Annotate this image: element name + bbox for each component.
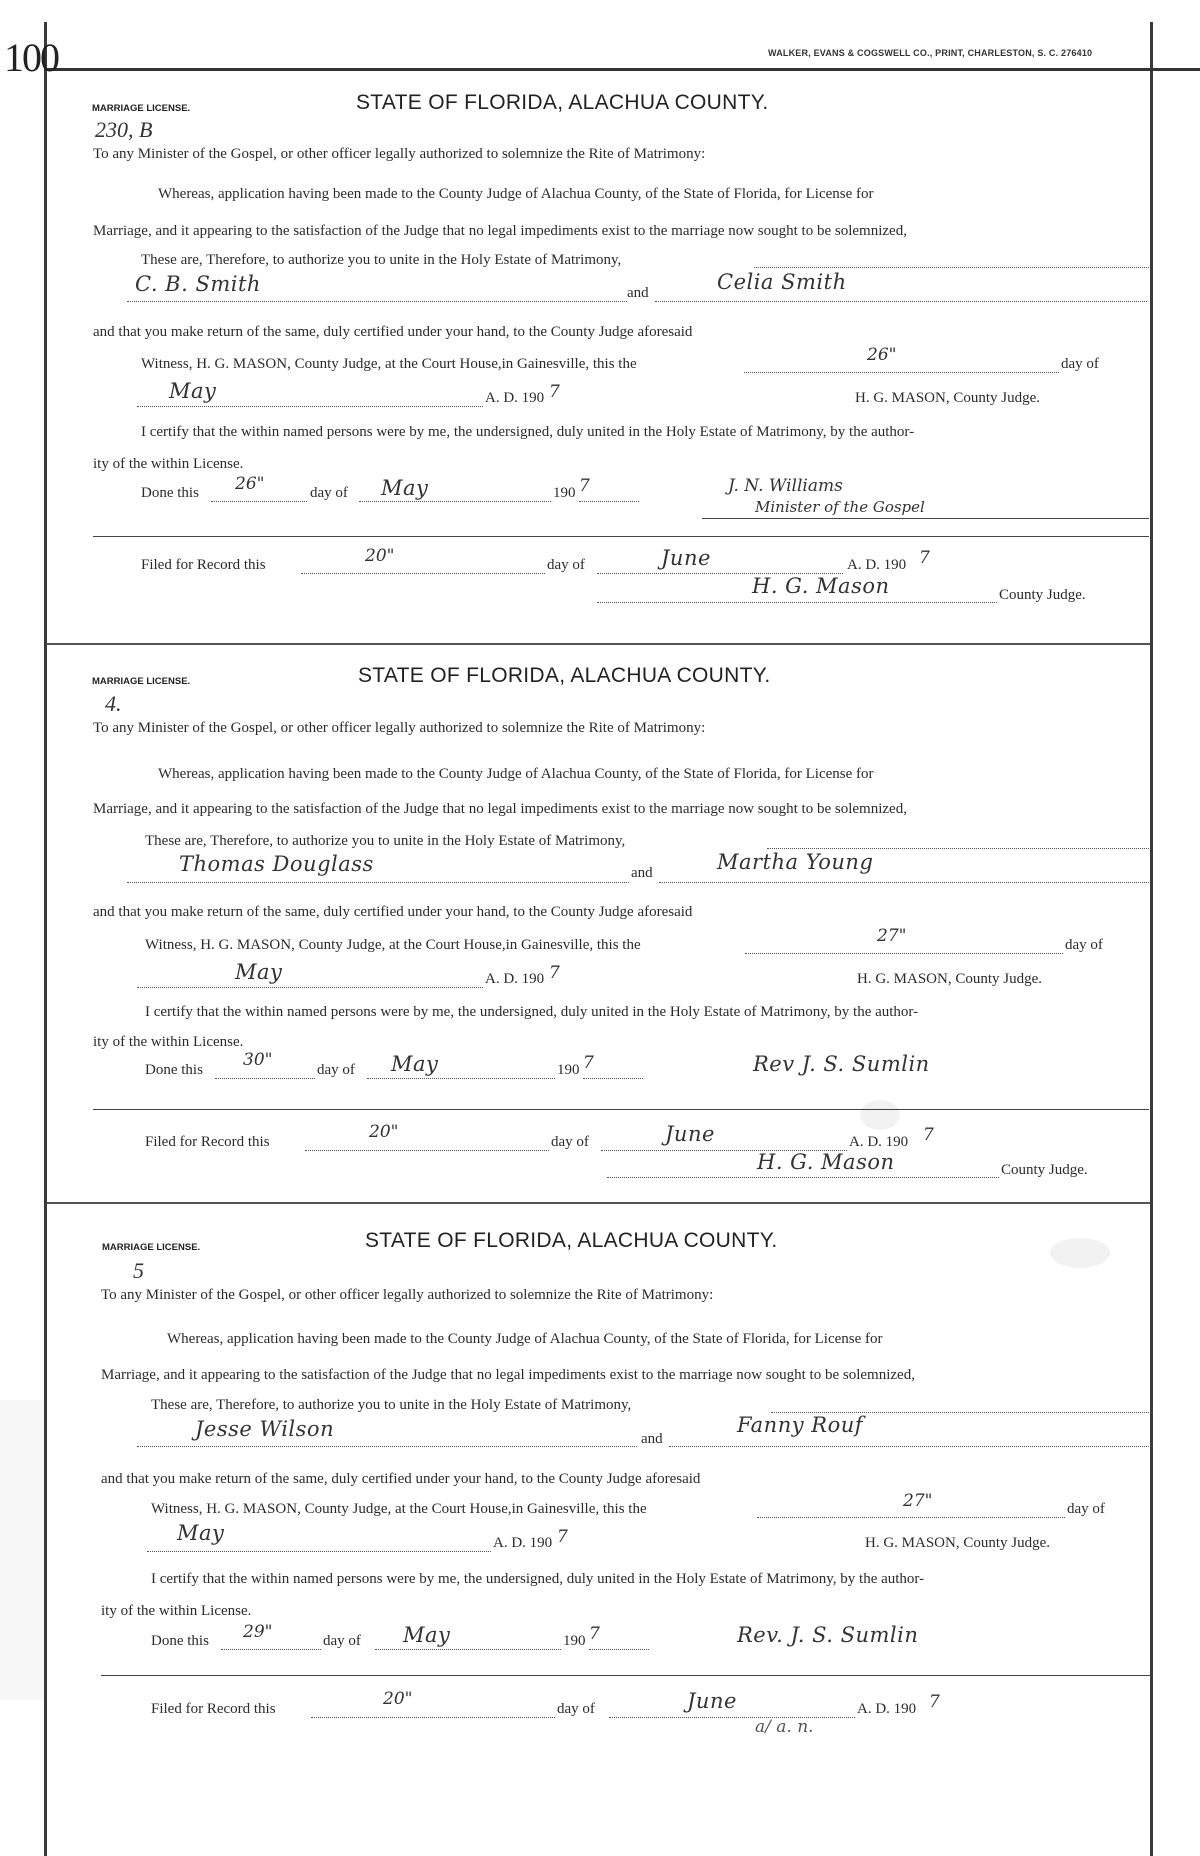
license-record-3 <box>47 1209 1150 1849</box>
ad-label: A. D. 190 <box>493 1535 553 1551</box>
return-line: and that you make return of the same, duly certified under your hand, to the County Judge aforesaid <box>93 904 693 920</box>
license-label: MARRIAGE LICENSE. <box>92 103 191 114</box>
clerk-signature: H. G. Mason <box>752 574 890 598</box>
witness-month: May <box>169 379 217 403</box>
witness-day: 27" <box>877 926 907 946</box>
license-label: MARRIAGE LICENSE. <box>92 676 191 687</box>
license-record-2 <box>47 650 1150 1195</box>
certify-line: I certify that the within named persons were by me, the undersigned, duly united in the Holy Estate of Matrimony, by the author- <box>141 424 915 440</box>
address-line: To any Minister of the Gospel, or other officer legally authorized to solemnize the Rite of Matrimony: <box>93 720 706 736</box>
county-judge-label: County Judge. <box>999 587 1086 603</box>
witness-line: Witness, H. G. MASON, County Judge, at the Court House,in Gainesville, this the <box>141 356 637 372</box>
certify-line-2: ity of the within License. <box>101 1603 252 1619</box>
certify-line: I certify that the within named persons were by me, the undersigned, duly united in the Holy Estate of Matrimony, by the author- <box>151 1571 925 1587</box>
day-of-label: day of <box>1065 937 1103 953</box>
witness-year: 7 <box>549 382 560 402</box>
witness-line: Witness, H. G. MASON, County Judge, at the Court House,in Gainesville, this the <box>151 1501 647 1517</box>
ad-label: A. D. 190 <box>485 971 545 987</box>
whereas-line: Whereas, application having been made to the County Judge of Alachua County, of the State of Florida, for License for <box>158 766 874 782</box>
done-year: 7 <box>579 476 590 496</box>
groom-name: Thomas Douglass <box>179 852 374 876</box>
address-line: To any Minister of the Gospel, or other officer legally authorized to solemnize the Rite of Matrimony: <box>93 146 706 162</box>
done-year-prefix: 190 <box>553 485 576 501</box>
groom-name: C. B. Smith <box>135 272 261 296</box>
and-word: and <box>631 865 653 881</box>
done-year: 7 <box>589 1624 600 1644</box>
witness-day: 27" <box>903 1491 933 1511</box>
done-day-of-label: day of <box>310 485 348 501</box>
filed-month: June <box>687 1689 737 1713</box>
marriage-line: Marriage, and it appearing to the satisfaction of the Judge that no legal impediments exist to the marriage now sought to be solemnized, <box>93 223 907 239</box>
done-day: 29" <box>243 1622 273 1642</box>
witness-year: 7 <box>557 1527 568 1547</box>
and-word: and <box>641 1431 663 1447</box>
done-this-label: Done this <box>151 1633 209 1649</box>
done-day-of-label: day of <box>317 1062 355 1078</box>
filed-month: June <box>665 1122 715 1146</box>
filed-label: Filed for Record this <box>145 1134 270 1150</box>
license-number: 4. <box>105 691 122 716</box>
county-judge-label: County Judge. <box>1001 1162 1088 1178</box>
day-of-label: day of <box>1061 356 1099 372</box>
filed-year: 7 <box>923 1125 934 1145</box>
done-month: May <box>403 1623 451 1647</box>
done-month: May <box>391 1052 439 1076</box>
and-word: and <box>627 285 649 301</box>
license-label: MARRIAGE LICENSE. <box>102 1242 201 1253</box>
done-month: May <box>381 476 429 500</box>
address-line: To any Minister of the Gospel, or other officer legally authorized to solemnize the Rite of Matrimony: <box>101 1287 714 1303</box>
filed-day-of-label: day of <box>547 557 585 573</box>
marriage-line: Marriage, and it appearing to the satisfaction of the Judge that no legal impediments exist to the marriage now sought to be solemnized, <box>93 801 907 817</box>
filed-day-of-label: day of <box>551 1134 589 1150</box>
top-rule <box>44 68 1200 71</box>
done-this-label: Done this <box>141 485 199 501</box>
whereas-line: Whereas, application having been made to the County Judge of Alachua County, of the State of Florida, for License for <box>158 186 874 202</box>
filed-day: 20" <box>369 1122 399 1142</box>
state-heading: STATE OF FLORIDA, ALACHUA COUNTY. <box>358 664 771 687</box>
whereas-line: Whereas, application having been made to the County Judge of Alachua County, of the State of Florida, for License for <box>167 1331 883 1347</box>
filed-ad-label: A. D. 190 <box>849 1134 909 1150</box>
filed-day: 20" <box>383 1689 413 1709</box>
return-line: and that you make return of the same, duly certified under your hand, to the County Judge aforesaid <box>101 1471 701 1487</box>
filed-month: June <box>661 546 711 570</box>
judge-signature-line: H. G. MASON, County Judge. <box>857 971 1043 987</box>
officiant-signature: J. N. Williams <box>728 476 843 496</box>
bride-name: Fanny Rouf <box>737 1413 864 1437</box>
printer-imprint: WALKER, EVANS & COGSWELL CO., PRINT, CHARLESTON, S. C. 276410 <box>768 48 1093 58</box>
officiant-signature: Rev. J. S. Sumlin <box>737 1623 919 1647</box>
filed-label: Filed for Record this <box>141 557 266 573</box>
witness-day: 26" <box>867 345 897 365</box>
judge-signature-line: H. G. MASON, County Judge. <box>855 390 1041 406</box>
record-divider-1 <box>47 643 1150 645</box>
these-line: These are, Therefore, to authorize you to unite in the Holy Estate of Matrimony, <box>151 1397 632 1413</box>
officiant-title: Minister of the Gospel <box>755 498 925 516</box>
page-number: 100 <box>4 35 58 80</box>
day-of-label: day of <box>1067 1501 1105 1517</box>
officiant-signature: Rev J. S. Sumlin <box>753 1052 930 1076</box>
filed-year: 7 <box>929 1692 940 1712</box>
done-day-of-label: day of <box>323 1633 361 1649</box>
certify-line-2: ity of the within License. <box>93 456 244 472</box>
certify-line: I certify that the within named persons were by me, the undersigned, duly united in the Holy Estate of Matrimony, by the author- <box>145 1004 919 1020</box>
filed-ad-label: A. D. 190 <box>847 557 907 573</box>
license-number: 5 <box>133 1258 144 1283</box>
bride-name: Celia Smith <box>717 270 847 294</box>
license-number: 230, B <box>95 117 153 142</box>
return-line: and that you make return of the same, duly certified under your hand, to the County Judge aforesaid <box>93 324 693 340</box>
margin-note: a/ a. n. <box>755 1717 814 1737</box>
certify-line-2: ity of the within License. <box>93 1034 244 1050</box>
right-margin-rule <box>1150 22 1153 1856</box>
done-year-prefix: 190 <box>557 1062 580 1078</box>
clerk-signature: H. G. Mason <box>757 1150 895 1174</box>
state-heading: STATE OF FLORIDA, ALACHUA COUNTY. <box>356 91 769 114</box>
witness-month: May <box>177 1521 225 1545</box>
filed-day: 20" <box>365 546 395 566</box>
filed-label: Filed for Record this <box>151 1701 276 1717</box>
done-day: 30" <box>243 1050 273 1070</box>
witness-month: May <box>235 960 283 984</box>
done-day: 26" <box>235 474 265 494</box>
filed-ad-label: A. D. 190 <box>857 1701 917 1717</box>
state-heading: STATE OF FLORIDA, ALACHUA COUNTY. <box>365 1229 778 1252</box>
witness-year: 7 <box>549 963 560 983</box>
record-divider-2 <box>47 1202 1150 1204</box>
filed-day-of-label: day of <box>557 1701 595 1717</box>
done-year-prefix: 190 <box>563 1633 586 1649</box>
groom-name: Jesse Wilson <box>195 1417 335 1441</box>
marriage-line: Marriage, and it appearing to the satisfaction of the Judge that no legal impediments exist to the marriage now sought to be solemnized, <box>101 1367 915 1383</box>
done-year: 7 <box>583 1053 594 1073</box>
filed-year: 7 <box>919 548 930 568</box>
these-line: These are, Therefore, to authorize you to unite in the Holy Estate of Matrimony, <box>145 833 626 849</box>
license-record-1 <box>47 80 1150 640</box>
these-line: These are, Therefore, to authorize you to unite in the Holy Estate of Matrimony, <box>141 252 622 268</box>
judge-signature-line: H. G. MASON, County Judge. <box>865 1535 1051 1551</box>
bride-name: Martha Young <box>717 850 874 874</box>
ad-label: A. D. 190 <box>485 390 545 406</box>
witness-line: Witness, H. G. MASON, County Judge, at the Court House,in Gainesville, this the <box>145 937 641 953</box>
done-this-label: Done this <box>145 1062 203 1078</box>
